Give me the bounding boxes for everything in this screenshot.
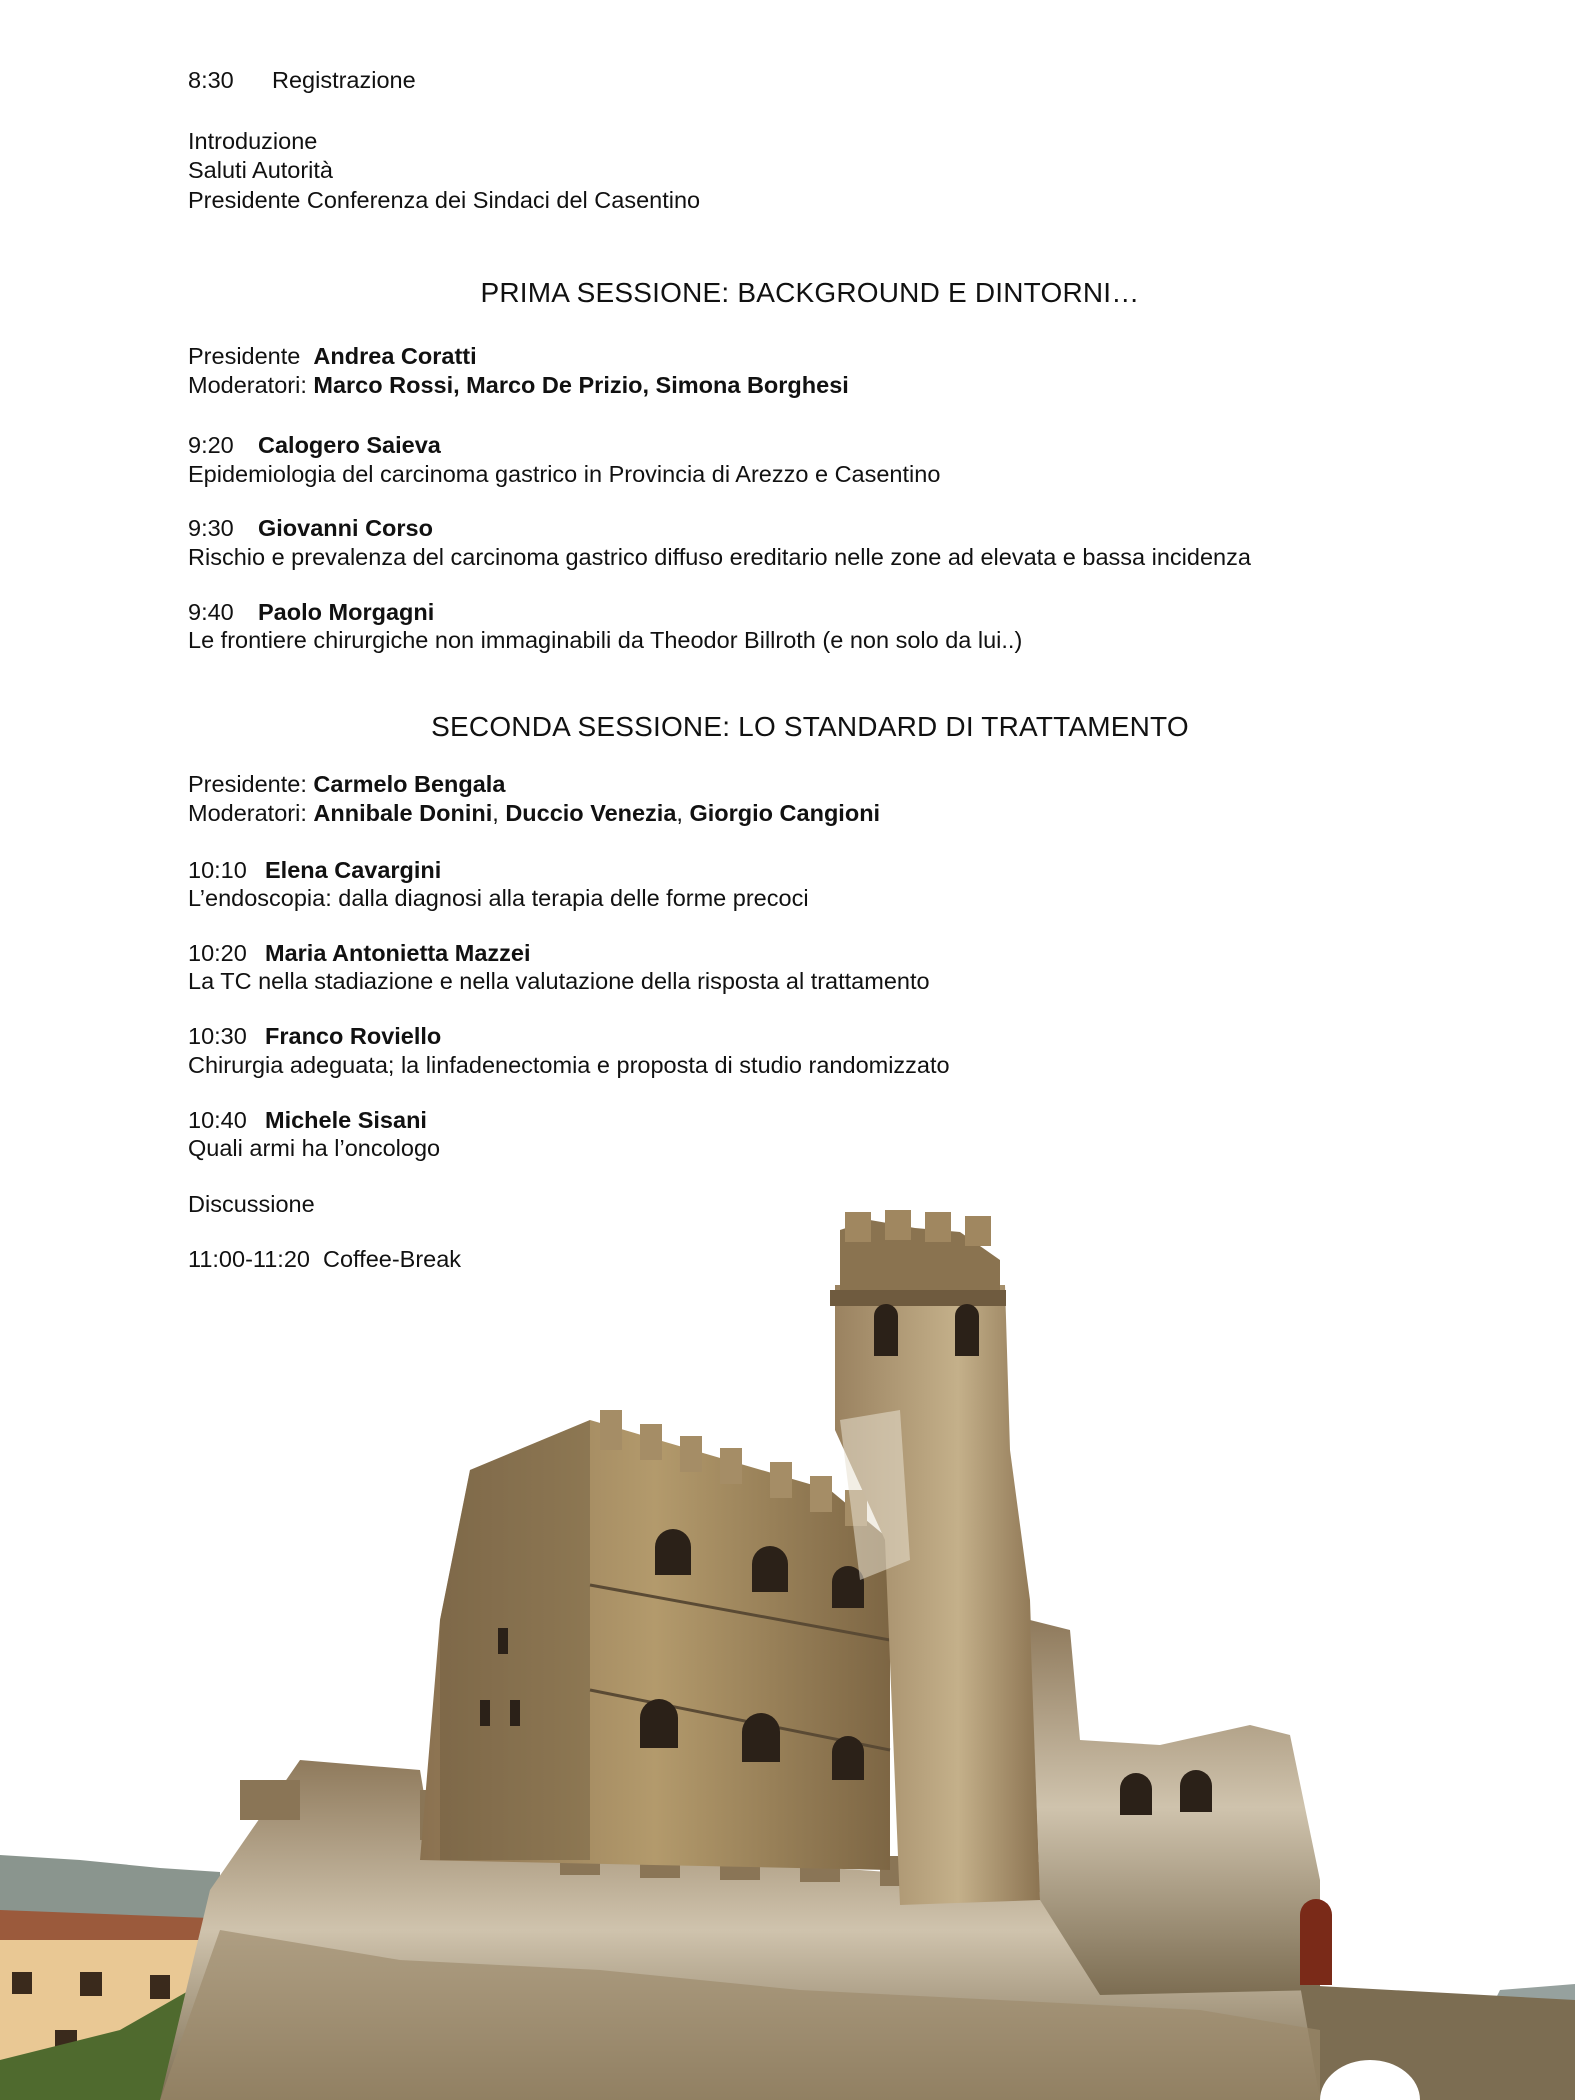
moderators-names: Marco Rossi, Marco De Prizio, Simona Borghesi — [313, 372, 849, 398]
intro-line: Introduzione — [188, 128, 318, 154]
session2-moderators-line — [188, 799, 880, 828]
moderator-name: Duccio Venezia — [505, 800, 677, 826]
talk-time-speaker — [188, 514, 433, 543]
session2-title: SECONDA SESSIONE: LO STANDARD DI TRATTAMENTO — [431, 711, 1189, 742]
talk-time: 9:40 — [188, 599, 234, 625]
talk-speaker: Michele Sisani — [265, 1107, 427, 1133]
president-label: Presidente — [188, 343, 301, 369]
talk-speaker: Paolo Morgagni — [258, 599, 435, 625]
session1-president-line — [188, 342, 477, 371]
talk-speaker: Calogero Saieva — [258, 432, 441, 458]
talk-time: 9:20 — [188, 432, 234, 458]
talk-title: Quali armi ha l’oncologo — [188, 1135, 441, 1161]
discussion-line: Discussione — [188, 1191, 315, 1217]
talk-time: 10:20 — [188, 940, 247, 966]
talk-time-speaker — [188, 939, 531, 968]
registration-line — [188, 66, 416, 95]
greetings-line: Saluti Autorità — [188, 157, 334, 183]
session1-title: PRIMA SESSIONE: BACKGROUND E DINTORNI… — [480, 277, 1140, 308]
talk-speaker: Maria Antonietta Mazzei — [265, 940, 531, 966]
talk-time: 10:10 — [188, 857, 247, 883]
moderator-name: Giorgio Cangioni — [689, 800, 881, 826]
talk-time: 10:30 — [188, 1023, 247, 1049]
break-time: 11:00-11:20 — [188, 1246, 310, 1272]
registration-time: 8:30 — [188, 67, 234, 93]
right-towers — [1030, 1620, 1320, 1995]
session1-moderators-line — [188, 371, 849, 400]
talk-title: Epidemiologia del carcinoma gastrico in Provincia di Arezzo e Casentino — [188, 461, 941, 487]
president-conference-line: Presidente Conferenza dei Sindaci del Casentino — [188, 187, 701, 213]
talk-time: 10:40 — [188, 1107, 247, 1133]
break-label: Coffee-Break — [323, 1246, 462, 1272]
moderators-label: Moderatori: — [188, 372, 307, 398]
separator: , — [492, 800, 499, 826]
talk-title: L’endoscopia: dalla diagnosi alla terapia delle forme precoci — [188, 885, 809, 911]
talk-title: Le frontiere chirurgiche non immaginabili da Theodor Billroth (e non solo da lui..) — [188, 627, 1023, 653]
talk-speaker: Elena Cavargini — [265, 857, 442, 883]
talk-title: Rischio e prevalenza del carcinoma gastrico diffuso ereditario nelle zone ad elevata e bassa incidenza — [188, 544, 1251, 570]
castle-photo — [0, 1200, 1575, 2100]
talk-time-speaker — [188, 431, 441, 460]
talk-time-speaker — [188, 598, 434, 627]
talk-speaker: Giovanni Corso — [258, 515, 433, 541]
talk-time: 9:30 — [188, 515, 234, 541]
president-name: Andrea Coratti — [313, 343, 477, 369]
separator: , — [676, 800, 683, 826]
talk-time-speaker — [188, 1106, 427, 1135]
moderator-name: Annibale Donini — [313, 800, 493, 826]
talk-title: La TC nella stadiazione e nella valutazione della risposta al trattamento — [188, 968, 930, 994]
moderators-label: Moderatori: — [188, 800, 307, 826]
president-name: Carmelo Bengala — [313, 771, 506, 797]
talk-title: Chirurgia adeguata; la linfadenectomia e proposta di studio randomizzato — [188, 1052, 950, 1078]
session2-president-line — [188, 770, 505, 799]
talk-time-speaker — [188, 856, 441, 885]
bridge — [1300, 1985, 1575, 2100]
talk-speaker: Franco Roviello — [265, 1023, 442, 1049]
talk-time-speaker — [188, 1022, 441, 1051]
president-label: Presidente: — [188, 771, 307, 797]
registration-label: Registrazione — [272, 67, 416, 93]
door — [1300, 1899, 1332, 1985]
